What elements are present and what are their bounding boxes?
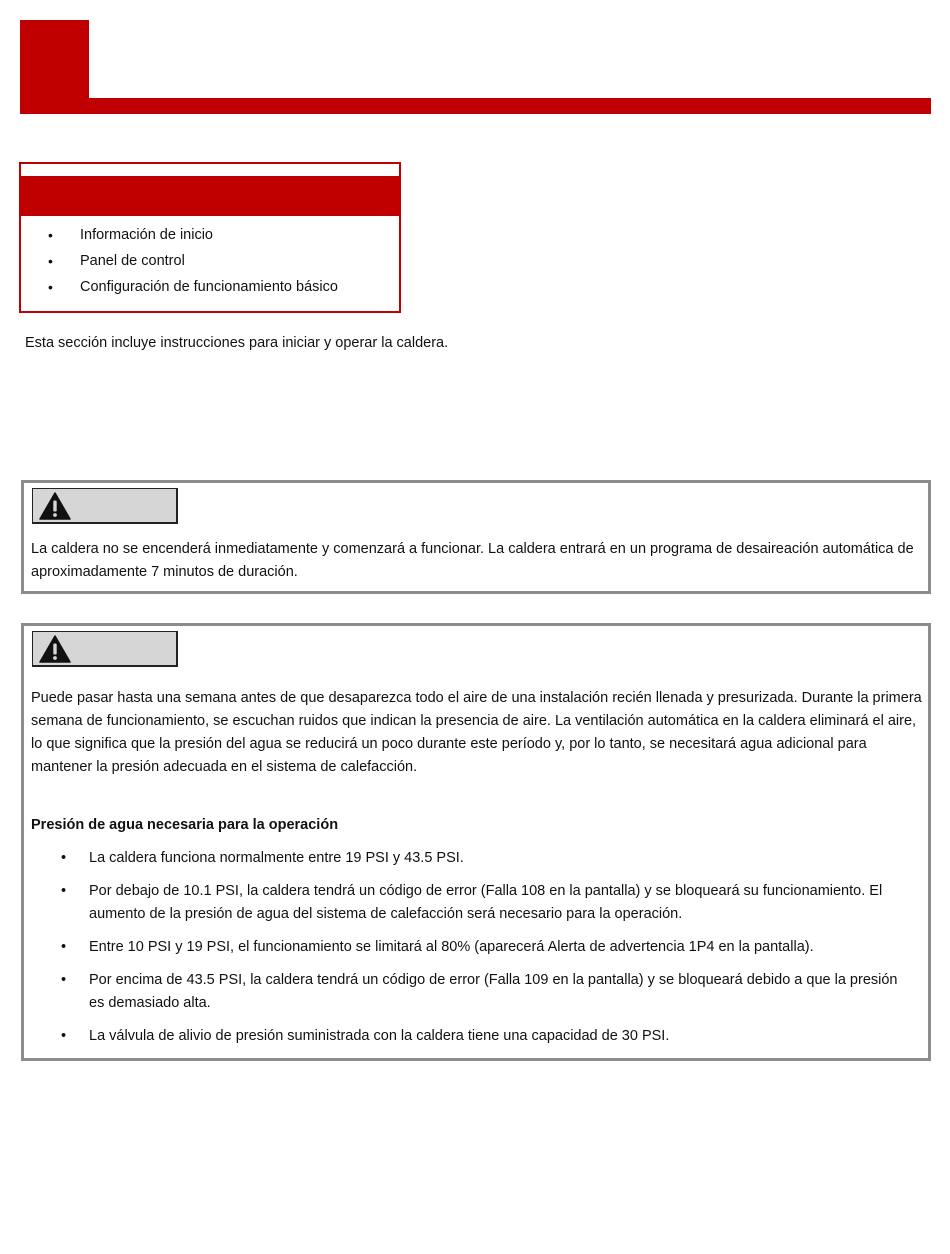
list-item-text: Por debajo de 10.1 PSI, la caldera tendrá un código de error (Falla 108 en la pantalla) y se bloqueará su funcionamiento. El aumento de la presión de agua del sistema de calefacción será necesario para la operación. — [89, 883, 883, 922]
list-item — [24, 880, 909, 926]
warning-text: Puede pasar hasta una semana antes de que desaparezca todo el aire de una instalación recién llenada y presurizada. Durante la primera semana de funcionamiento, se escuchan ruidos que indican la presencia de aire. La ventilación automática en la caldera eliminará el aire, lo que significa que la presión del agua se reducirá un poco durante este período y, por lo tanto, se necesitará agua adicional para mantener la presión adecuada en el sistema de calefacción. — [31, 690, 922, 775]
list-item-label: Información de inicio — [80, 227, 213, 243]
header-red-block — [20, 20, 89, 100]
section-contents-box — [19, 162, 401, 313]
bullet-icon: • — [48, 227, 53, 243]
bullet-icon: • — [61, 972, 67, 988]
bullet-icon: • — [48, 279, 53, 295]
bullet-icon: • — [61, 939, 67, 955]
intro-paragraph: Esta sección incluye instrucciones para iniciar y operar la caldera. — [25, 335, 449, 351]
list-item-text: La válvula de alivio de presión suministrada con la caldera tiene una capacidad de 30 PSI. — [89, 1028, 670, 1044]
warning-triangle-icon — [39, 492, 71, 520]
warning-callout — [21, 623, 931, 1061]
list-item-label: Configuración de funcionamiento básico — [80, 279, 338, 295]
pressure-requirements-list — [24, 847, 924, 1058]
section-contents-header-bar — [21, 176, 399, 216]
list-item — [21, 222, 338, 248]
list-item — [24, 936, 909, 959]
list-item-text: La caldera funciona normalmente entre 19 PSI y 43.5 PSI. — [89, 850, 464, 866]
list-item-text: Entre 10 PSI y 19 PSI, el funcionamiento se limitará al 80% (aparecerá Alerta de advertencia 1P4 en la pantalla). — [89, 939, 814, 955]
list-item — [24, 1025, 909, 1048]
warning-callout — [21, 480, 931, 594]
section-contents-list — [21, 222, 338, 300]
warning-text: La caldera no se encenderá inmediatamente y comenzará a funcionar. La caldera entrará en un programa de desaireación automática de aproximadamente 7 minutos de duración. — [31, 541, 914, 580]
warning-badge — [32, 631, 178, 667]
list-item-label: Panel de control — [80, 253, 185, 269]
list-item — [21, 274, 338, 300]
bullet-icon: • — [48, 253, 53, 269]
list-item-text: Por encima de 43.5 PSI, la caldera tendrá un código de error (Falla 109 en la pantalla) y se bloqueará debido a que la presión es demasiado alta. — [89, 972, 898, 1011]
list-item — [24, 969, 909, 1015]
bullet-icon: • — [61, 850, 67, 866]
bullet-icon: • — [61, 883, 67, 899]
bullet-icon: • — [61, 1028, 67, 1044]
header-red-rule — [20, 98, 931, 114]
warning-triangle-icon — [39, 635, 71, 663]
list-item — [21, 248, 338, 274]
section-heading: Presión de agua necesaria para la operación — [31, 817, 339, 833]
list-item — [24, 847, 909, 870]
warning-badge — [32, 488, 178, 524]
